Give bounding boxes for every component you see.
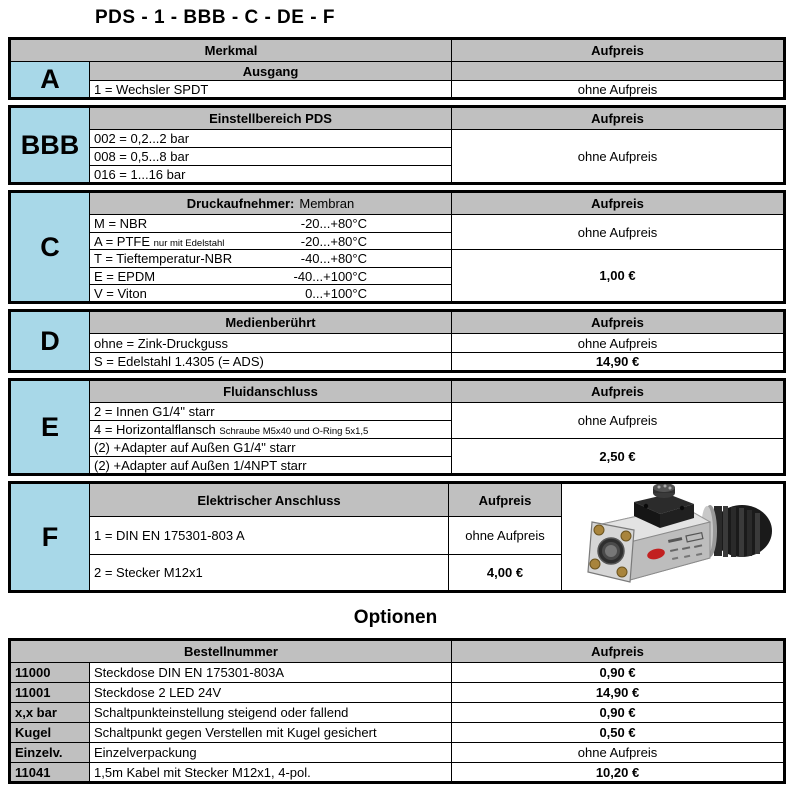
section-e-table [8,378,786,476]
options-title: Optionen [353,607,438,628]
option-price: 10,20 € [452,763,785,783]
option-label: 008 = 0,5...8 bar [90,148,452,166]
option-label: 1 = Wechsler SPDT [90,81,452,99]
section-a-table [8,37,786,100]
order-code: 11000 [10,663,90,683]
section-letter-d: D [10,311,90,372]
section-d-header: Medienberührt [90,311,452,334]
option-price: 4,00 € [449,554,562,591]
option-label: E = EPDM -40...+100°C [90,268,452,285]
section-d-table [8,309,786,373]
option-price: 14,90 € [452,353,785,372]
temperature-range: -40...+100°C [293,268,367,284]
column-header-merkmal: Merkmal [10,39,452,62]
order-code: 11041 [10,763,90,783]
option-price: 1,00 € [452,250,785,303]
section-e-header: Fluidanschluss [90,380,452,403]
column-header-aufpreis: Aufpreis [449,483,562,517]
column-header-aufpreis: Aufpreis [452,380,785,403]
adjustment-knob [701,505,772,557]
option-description: 1,5m Kabel mit Stecker M12x1, 4-pol. [90,763,452,783]
temperature-range: -20...+80°C [300,216,367,231]
option-price: 0,90 € [452,663,785,683]
option-label: 4 = Horizontalflansch Schraube M5x40 und O-Ring 5x1,5 [90,421,452,439]
option-note: Schraube M5x40 und O-Ring 5x1,5 [219,426,369,437]
option-price: 14,90 € [452,683,785,703]
column-header-aufpreis: Aufpreis [452,311,785,334]
option-price: ohne Aufpreis [452,334,785,353]
option-label: 1 = DIN EN 175301-803 A [90,517,449,554]
option-description: Steckdose 2 LED 24V [90,683,452,703]
option-label: A = PTFE nur mit Edelstahl -20...+80°C [90,233,452,250]
option-label: 2 = Stecker M12x1 [90,554,449,591]
front-flange [588,522,634,582]
section-a-subheader-spacer [452,62,785,81]
option-label: V = Viton 0...+100°C [90,285,452,303]
option-price: ohne Aufpreis [452,743,785,763]
option-label: 2 = Innen G1/4" starr [90,403,452,421]
section-f-table [8,481,786,593]
temperature-range: 0...+100°C [305,285,367,301]
option-price: 2,50 € [452,439,785,475]
column-header-aufpreis: Aufpreis [452,640,785,663]
section-c-header-bold: Druckaufnehmer: [186,196,295,211]
pressure-switch-illustration [564,484,782,587]
order-code: x,x bar [10,703,90,723]
option-price: 0,50 € [452,723,785,743]
option-price: 0,90 € [452,703,785,723]
option-label: ohne = Zink-Druckguss [90,334,452,353]
option-price: ohne Aufpreis [452,81,785,99]
section-letter-bbb: BBB [10,107,90,184]
option-label: (2) +Adapter auf Außen G1/4" starr [90,439,452,457]
section-letter-f: F [10,483,90,592]
option-label: 016 = 1...16 bar [90,166,452,184]
option-price: ohne Aufpreis [449,517,562,554]
section-letter-c: C [10,192,90,303]
option-description: Schaltpunkteinstellung steigend oder fallend [90,703,452,723]
option-label: M = NBR -20...+80°C [90,215,452,233]
option-price: ohne Aufpreis [452,403,785,439]
option-label: T = Tieftemperatur-NBR -40...+80°C [90,250,452,268]
section-f-header: Elektrischer Anschluss [90,483,449,517]
section-c-header-normal: Membran [299,196,355,211]
section-letter-e: E [10,380,90,475]
option-price: ohne Aufpreis [452,215,785,250]
order-code: Einzelv. [10,743,90,763]
order-code: 11001 [10,683,90,703]
column-header-aufpreis: Aufpreis [452,192,785,215]
section-c-header [90,192,452,215]
section-c-table [8,190,786,304]
column-header-aufpreis: Aufpreis [452,107,785,130]
column-header-aufpreis: Aufpreis [452,39,785,62]
section-letter-a: A [10,62,90,99]
section-bbb-header: Einstellbereich PDS [90,107,452,130]
option-note: nur mit Edelstahl [153,237,225,249]
temperature-range: -40...+80°C [300,251,367,266]
option-description: Steckdose DIN EN 175301-803A [90,663,452,683]
pressure-switch-product-photo [562,483,785,592]
order-code: Kugel [10,723,90,743]
temperature-range: -20...+80°C [300,233,367,249]
column-header-bestellnummer: Bestellnummer [10,640,452,663]
option-label: S = Edelstahl 1.4305 (= ADS) [90,353,452,372]
page-title: PDS - 1 - BBB - C - DE - F [95,7,335,28]
option-price: ohne Aufpreis [452,130,785,184]
option-label: 002 = 0,2...2 bar [90,130,452,148]
option-description: Einzelverpackung [90,743,452,763]
section-bbb-table [8,105,786,185]
options-table [8,638,786,784]
option-description: Schaltpunkt gegen Verstellen mit Kugel gesichert [90,723,452,743]
option-label: (2) +Adapter auf Außen 1/4NPT starr [90,457,452,475]
section-a-subheader: Ausgang [90,62,452,81]
